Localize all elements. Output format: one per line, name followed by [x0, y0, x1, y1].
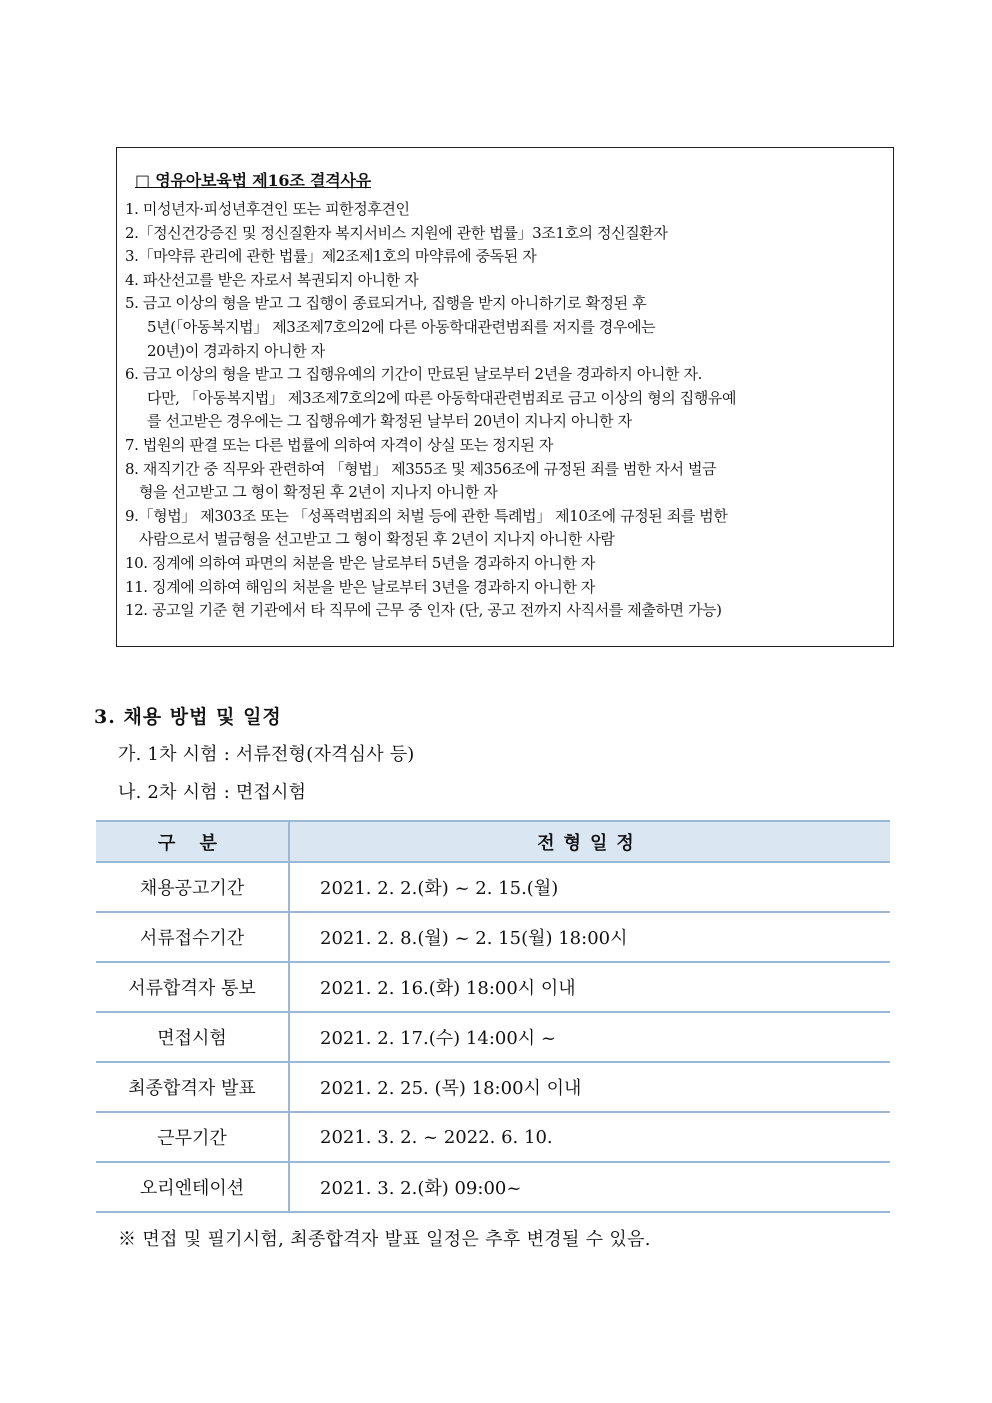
list-item: 11. 징계에 의하여 해임의 처분을 받은 날로부터 3년을 경과하지 아니한 자 — [125, 577, 596, 596]
row-label: 서류합격자 통보 — [96, 962, 289, 1012]
list-item-continued: 5년(「아동복지법」 제3조제7호의2에 다른 아동학대관련범죄를 저지를 경우에는 — [147, 317, 656, 336]
list-item: 5. 금고 이상의 형을 받고 그 집행이 종료되거나, 집행을 받지 아니하기로 확정된 후 — [125, 294, 647, 313]
row-label: 근무기간 — [96, 1112, 289, 1162]
table-row — [96, 962, 890, 1012]
schedule-note: ※ 면접 및 필기시험, 최종합격자 발표 일정은 추후 변경될 수 있음. — [118, 1229, 651, 1250]
list-item-continued: 를 선고받은 경우에는 그 집행유예가 확정된 날부터 20년이 지나지 아니한 자 — [147, 412, 632, 431]
list-item: 2.「정신건강증진 및 정신질환자 복지서비스 지원에 관한 법률」3조1호의 정신질환자 — [125, 223, 668, 242]
table-header-row — [96, 821, 890, 862]
list-item: 8. 재직기간 중 직무와 관련하여 「형법」 제355조 및 제356조에 규정된 죄를 범한 자서 벌금 — [125, 459, 717, 478]
table-row — [96, 912, 890, 962]
list-item: 1. 미성년자·피성년후견인 또는 피한정후견인 — [125, 200, 410, 218]
disqualification-list — [125, 198, 887, 623]
row-value: 2021. 2. 17.(수) 14:00시 ~ — [289, 1012, 890, 1062]
header-category: 구 분 — [96, 821, 289, 862]
list-item: 9.「형법」 제303조 또는 「성폭력범죄의 처벌 등에 관한 특례법」 제10조에 규정된 죄를 범한 — [125, 506, 728, 525]
row-value: 2021. 3. 2.(화) 09:00~ — [289, 1162, 890, 1212]
list-item: 12. 공고일 기준 현 기관에서 타 직무에 근무 중 인자 (단, 공고 전까지 사직서를 제출하면 가능) — [125, 601, 722, 620]
list-item: 3.「마약류 관리에 관한 법률」제2조제1호의 마약류에 중독된 자 — [125, 247, 537, 266]
list-item: 10. 징계에 의하여 파면의 처분을 받은 날로부터 5년을 경과하지 아니한 자 — [125, 553, 596, 572]
row-value: 2021. 2. 25. (목) 18:00시 이내 — [289, 1062, 890, 1112]
list-item: 6. 금고 이상의 형을 받고 그 집행유예의 기간이 만료된 날로부터 2년을 경과하지 아니한 자. — [125, 365, 702, 384]
row-label: 면접시험 — [96, 1012, 289, 1062]
box-title: □ 영유아보육법 제16조 결격사유 — [135, 171, 371, 190]
row-value: 2021. 2. 2.(화) ~ 2. 15.(월) — [289, 862, 890, 912]
list-item-continued: 다만, 「아동복지법」 제3조제7호의2에 따른 아동학대관련범죄로 금고 이상의 형의 집행유예 — [147, 388, 737, 407]
table-row — [96, 1062, 890, 1112]
row-value: 2021. 2. 16.(화) 18:00시 이내 — [289, 962, 890, 1012]
first-exam-line: 가. 1차 시험 : 서류전형(자격심사 등) — [118, 744, 415, 765]
table-row — [96, 862, 890, 912]
list-item-continued: 형을 선고받고 그 형이 확정된 후 2년이 지나지 아니한 자 — [139, 483, 498, 502]
table-row — [96, 1162, 890, 1212]
row-value: 2021. 2. 8.(월) ~ 2. 15(월) 18:00시 — [289, 912, 890, 962]
row-label: 서류접수기간 — [96, 912, 289, 962]
list-item: 4. 파산선고를 받은 자로서 복권되지 아니한 자 — [125, 270, 419, 289]
table-row — [96, 1012, 890, 1062]
list-item-continued: 20년)이 경과하지 아니한 자 — [147, 341, 325, 360]
list-item-continued: 사람으로서 벌금형을 선고받고 그 형이 확정된 후 2년이 지나지 아니한 사람 — [139, 530, 615, 549]
disqualification-box — [116, 147, 894, 647]
table-row — [96, 1112, 890, 1162]
section-title: 3. 채용 방법 및 일정 — [94, 706, 282, 728]
row-label: 오리엔테이션 — [96, 1162, 289, 1212]
row-label: 최종합격자 발표 — [96, 1062, 289, 1112]
row-label: 채용공고기간 — [96, 862, 289, 912]
second-exam-line: 나. 2차 시험 : 면접시험 — [118, 782, 307, 803]
header-schedule: 전형일정 — [289, 821, 890, 862]
list-item: 7. 법원의 판결 또는 다른 법률에 의하여 자격이 상실 또는 정지된 자 — [125, 435, 553, 454]
schedule-table — [96, 820, 890, 1213]
row-value: 2021. 3. 2. ~ 2022. 6. 10. — [289, 1112, 890, 1162]
